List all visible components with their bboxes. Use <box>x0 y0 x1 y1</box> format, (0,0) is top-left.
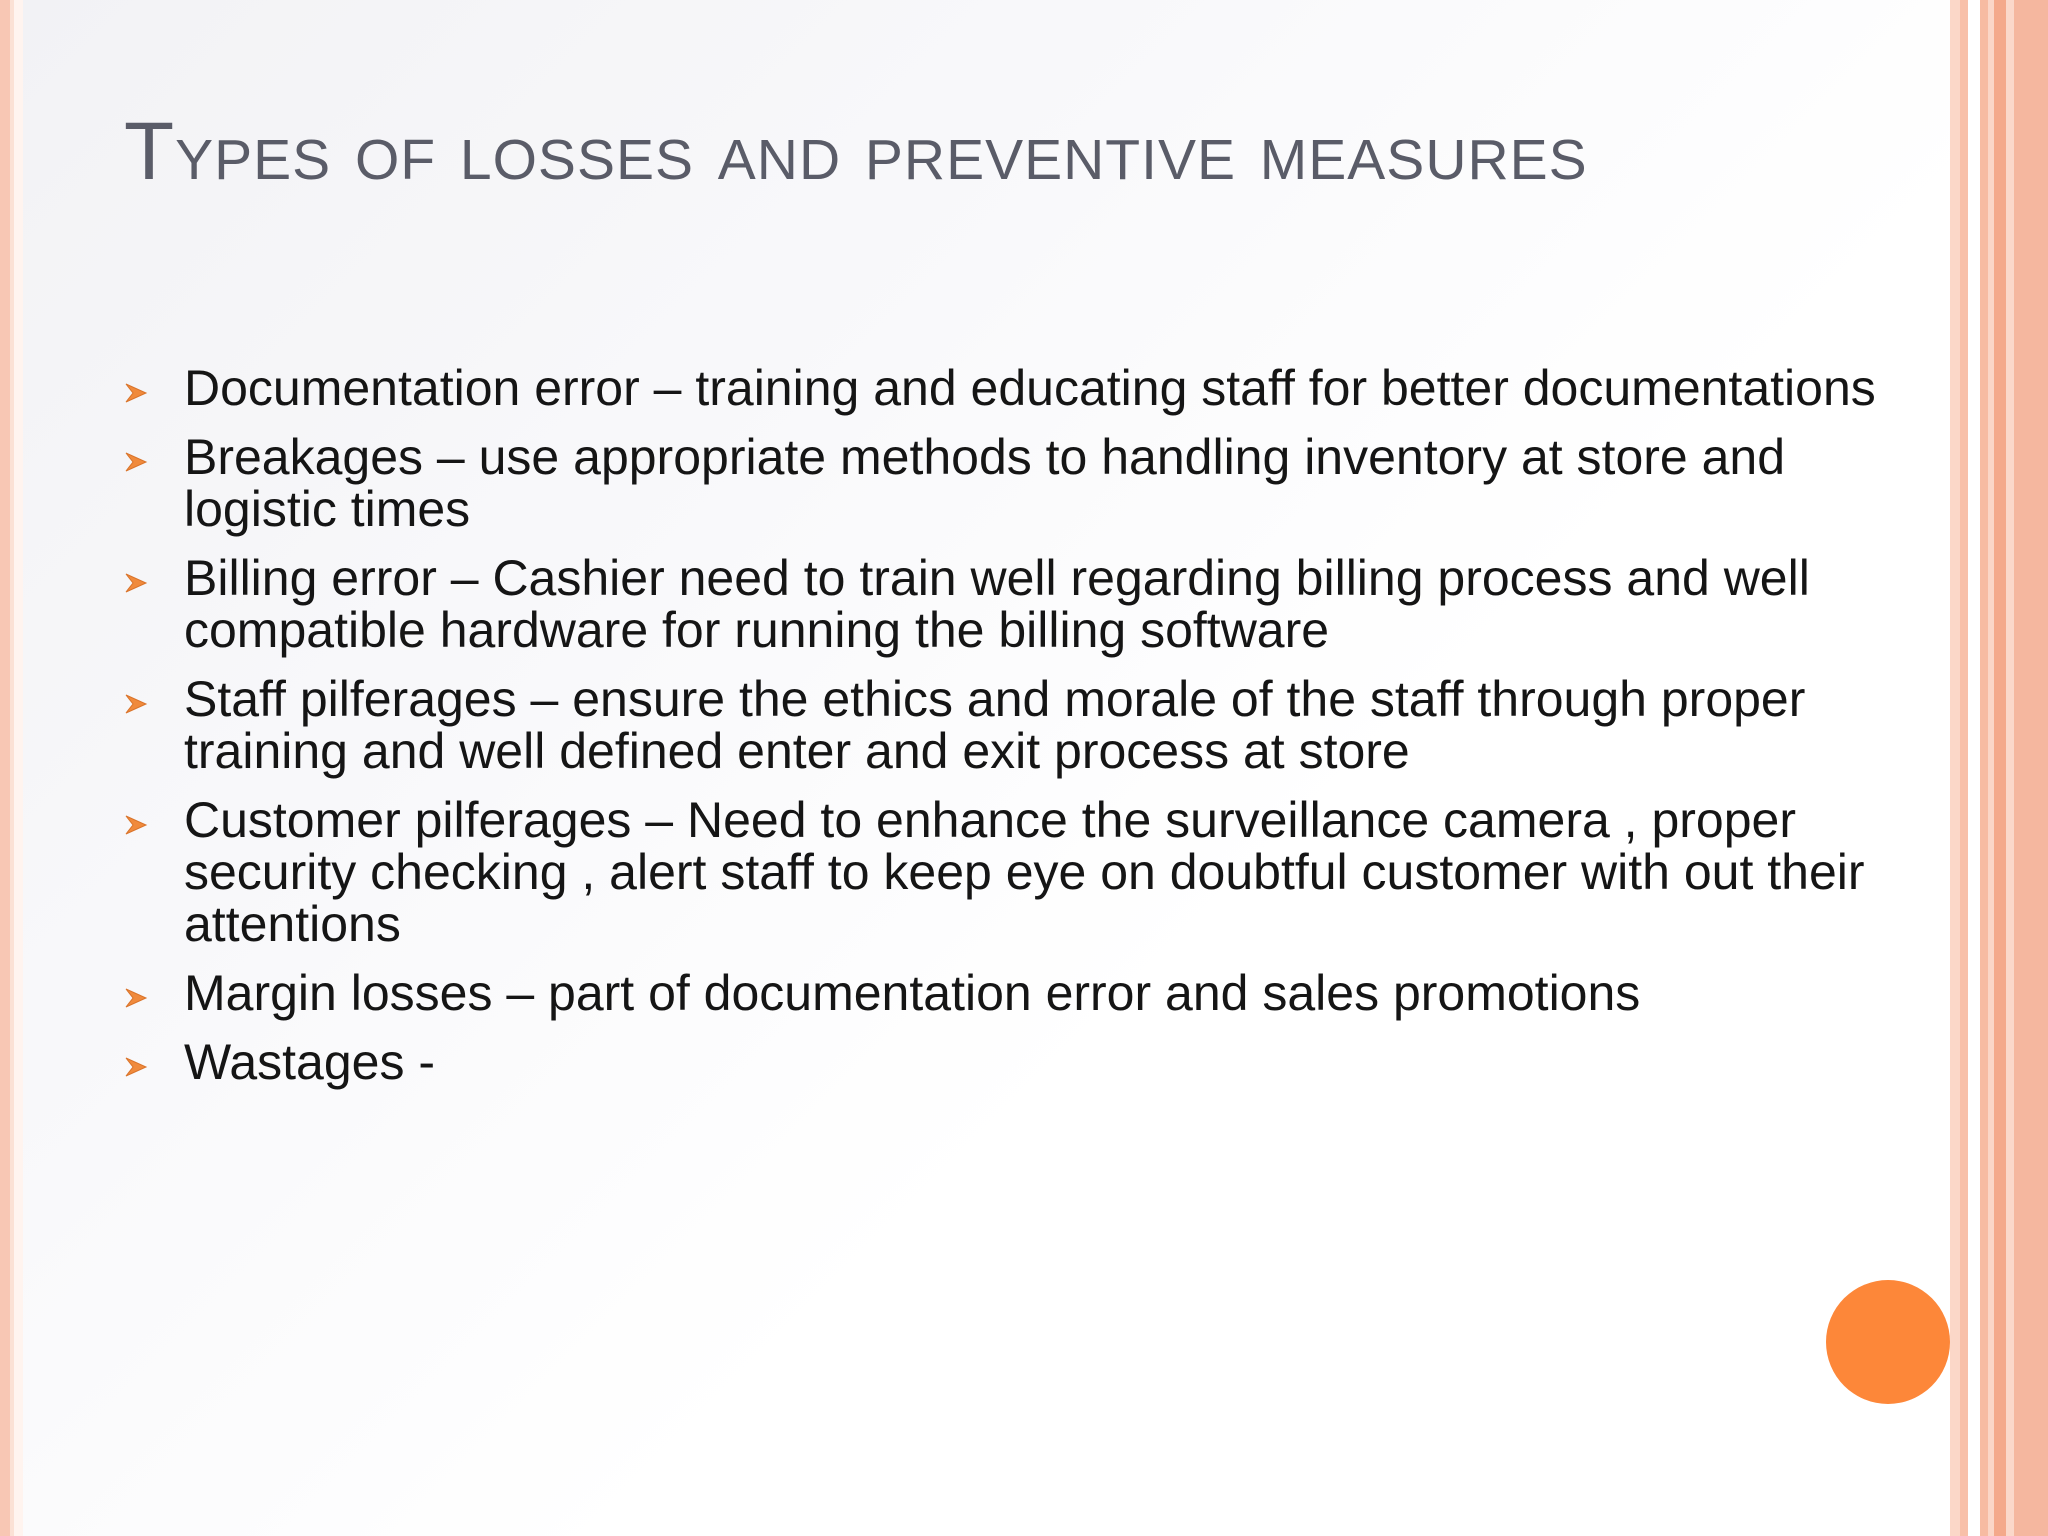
right-border-stripe <box>1960 0 1968 1536</box>
bullet-text: Breakages – use appropriate methods to handling inventory at store and logistic times <box>184 429 1786 537</box>
left-border-stripe <box>0 0 10 1536</box>
bullet-list <box>120 362 1900 1105</box>
bullet-text: Billing error – Cashier need to train well regarding billing process and well compatible hardware for running the billing software <box>184 550 1810 658</box>
bullet-item <box>120 552 1900 656</box>
bullet-text: Margin losses – part of documentation error and sales promotions <box>184 965 1641 1021</box>
right-border-stripe <box>2014 0 2048 1536</box>
bullet-text: Customer pilferages – Need to enhance the surveillance camera , proper security checking , alert staff to keep eye on doubtful customer with out their attentions <box>184 792 1865 952</box>
arrowhead-bullet-icon <box>124 451 148 473</box>
arrowhead-bullet-icon <box>124 814 148 836</box>
orange-circle-icon <box>1826 1280 1950 1404</box>
bullet-item <box>120 1036 1900 1088</box>
bullet-text: Staff pilferages – ensure the ethics and morale of the staff through proper training and well defined enter and exit process at store <box>184 671 1806 779</box>
arrowhead-bullet-icon <box>124 987 148 1009</box>
slide-title: Types of losses and preventive measures <box>124 106 1588 197</box>
bullet-item <box>120 362 1900 414</box>
right-border-stripe <box>1950 0 1960 1536</box>
right-border-stripe <box>1994 0 2006 1536</box>
bullet-item <box>120 967 1900 1019</box>
left-border-stripe <box>14 0 23 1536</box>
arrowhead-bullet-icon <box>124 1056 148 1078</box>
arrowhead-bullet-icon <box>124 572 148 594</box>
right-border-stripe <box>1968 0 1980 1536</box>
bullet-item <box>120 431 1900 535</box>
bullet-text: Documentation error – training and educating staff for better documentations <box>184 360 1876 416</box>
right-border-stripe <box>2006 0 2014 1536</box>
right-border-stripe <box>1980 0 1988 1536</box>
arrowhead-bullet-icon <box>124 382 148 404</box>
arrowhead-bullet-icon <box>124 693 148 715</box>
bullet-item <box>120 794 1900 950</box>
bullet-text: Wastages - <box>184 1034 436 1090</box>
bullet-item <box>120 673 1900 777</box>
